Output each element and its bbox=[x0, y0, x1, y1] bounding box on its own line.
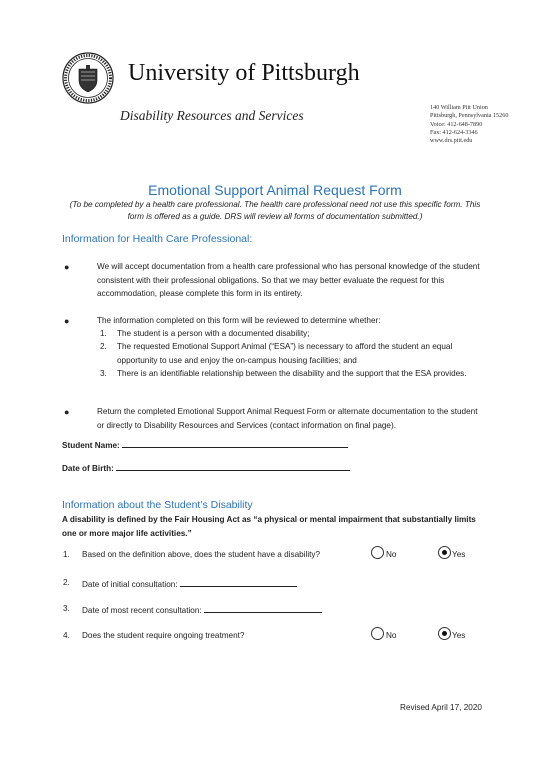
question-3 bbox=[63, 604, 322, 615]
hcp-bullet: The information completed on this form will be reviewed to determine whether: bbox=[97, 316, 381, 325]
student-name-field[interactable] bbox=[122, 439, 348, 448]
disability-section-heading: Information about the Student’s Disability bbox=[62, 499, 253, 511]
question-text: Based on the definition above, does the student have a disability? bbox=[82, 550, 321, 559]
university-name: University of Pittsburgh bbox=[128, 60, 360, 86]
university-seal-icon bbox=[62, 52, 114, 104]
initial-consultation-date-field[interactable] bbox=[180, 578, 297, 587]
criteria-item bbox=[100, 340, 487, 367]
question-number: 4. bbox=[63, 631, 70, 640]
form-title: Emotional Support Animal Request Form bbox=[148, 182, 402, 198]
dob-label: Date of Birth: bbox=[62, 464, 114, 473]
criteria-text: The student is a person with a documented disability; bbox=[117, 329, 310, 338]
treatment-yes-label: Yes bbox=[452, 631, 466, 640]
question-number: 3. bbox=[63, 604, 70, 613]
revised-date: Revised April 17, 2020 bbox=[400, 703, 482, 712]
disability-no-radio[interactable] bbox=[371, 546, 384, 559]
criteria-number: 2. bbox=[100, 342, 107, 351]
disability-definition: A disability is defined by the Fair Housing Act as “a physical or mental impairment that substantially limits one or more major life activities.” bbox=[62, 515, 476, 538]
dob-row bbox=[62, 462, 350, 473]
form-intro: (To be completed by a health care professional. The health care professional need not use this specific form. This form is offered as a guide. DRS will review all forms of documentation submitted.) bbox=[69, 200, 481, 221]
department-name: Disability Resources and Services bbox=[120, 108, 304, 123]
question-text: Does the student require ongoing treatment? bbox=[82, 631, 245, 640]
contact-line[interactable]: www.drs.pitt.edu bbox=[430, 137, 473, 145]
student-name-row bbox=[62, 439, 348, 450]
treatment-yes-radio[interactable] bbox=[438, 627, 451, 640]
question-2 bbox=[63, 578, 297, 589]
question-number: 2. bbox=[63, 578, 70, 587]
contact-line: Voice: 412-648-7890 bbox=[430, 120, 483, 128]
disability-yes-radio[interactable] bbox=[438, 546, 451, 559]
treatment-no-label: No bbox=[386, 631, 397, 640]
contact-block bbox=[430, 104, 508, 145]
student-name-label: Student Name: bbox=[62, 441, 120, 450]
question-text: Date of initial consultation: bbox=[82, 580, 178, 589]
hcp-section-heading: Information for Health Care Professional: bbox=[62, 233, 253, 245]
question-1 bbox=[63, 550, 321, 559]
contact-line: 140 William Pitt Union bbox=[430, 104, 488, 111]
contact-line: Fax: 412-624-3346 bbox=[430, 128, 478, 136]
treatment-no-radio[interactable] bbox=[371, 627, 384, 640]
recent-consultation-date-field[interactable] bbox=[204, 604, 322, 613]
question-number: 1. bbox=[63, 550, 70, 559]
disability-yes-label: Yes bbox=[452, 550, 466, 559]
criteria-number: 1. bbox=[100, 329, 107, 338]
hcp-bullet: Return the completed Emotional Support Animal Request Form or alternate documentation to the student or directly to Disability Resources and Services (contact information on final page). bbox=[97, 407, 478, 430]
bullet-icon: ● bbox=[64, 407, 70, 417]
criteria-text: There is an identifiable relationship between the disability and the support that the ESA provides. bbox=[117, 369, 467, 378]
dob-field[interactable] bbox=[116, 462, 350, 471]
bullet-icon: ● bbox=[64, 316, 70, 326]
criteria-text: The requested Emotional Support Animal (“ESA”) is necessary to afford the student an equal opportunity to use and enjoy the on-campus housing facilities; and bbox=[117, 342, 453, 365]
bullet-icon: ● bbox=[64, 262, 70, 272]
criteria-number: 3. bbox=[100, 369, 107, 378]
criteria-item bbox=[100, 327, 487, 341]
disability-no-label: No bbox=[386, 550, 397, 559]
criteria-item bbox=[100, 367, 487, 381]
contact-line: Pittsburgh, Pennsylvania 15260 bbox=[430, 112, 509, 120]
question-4 bbox=[63, 631, 245, 640]
question-text: Date of most recent consultation: bbox=[82, 606, 202, 615]
hcp-bullet: We will accept documentation from a health care professional who has personal knowledge of the student consistent with their professional obligations. So that we may better evaluate the request for this accommodation, please complete this form in its entirety. bbox=[97, 262, 480, 298]
